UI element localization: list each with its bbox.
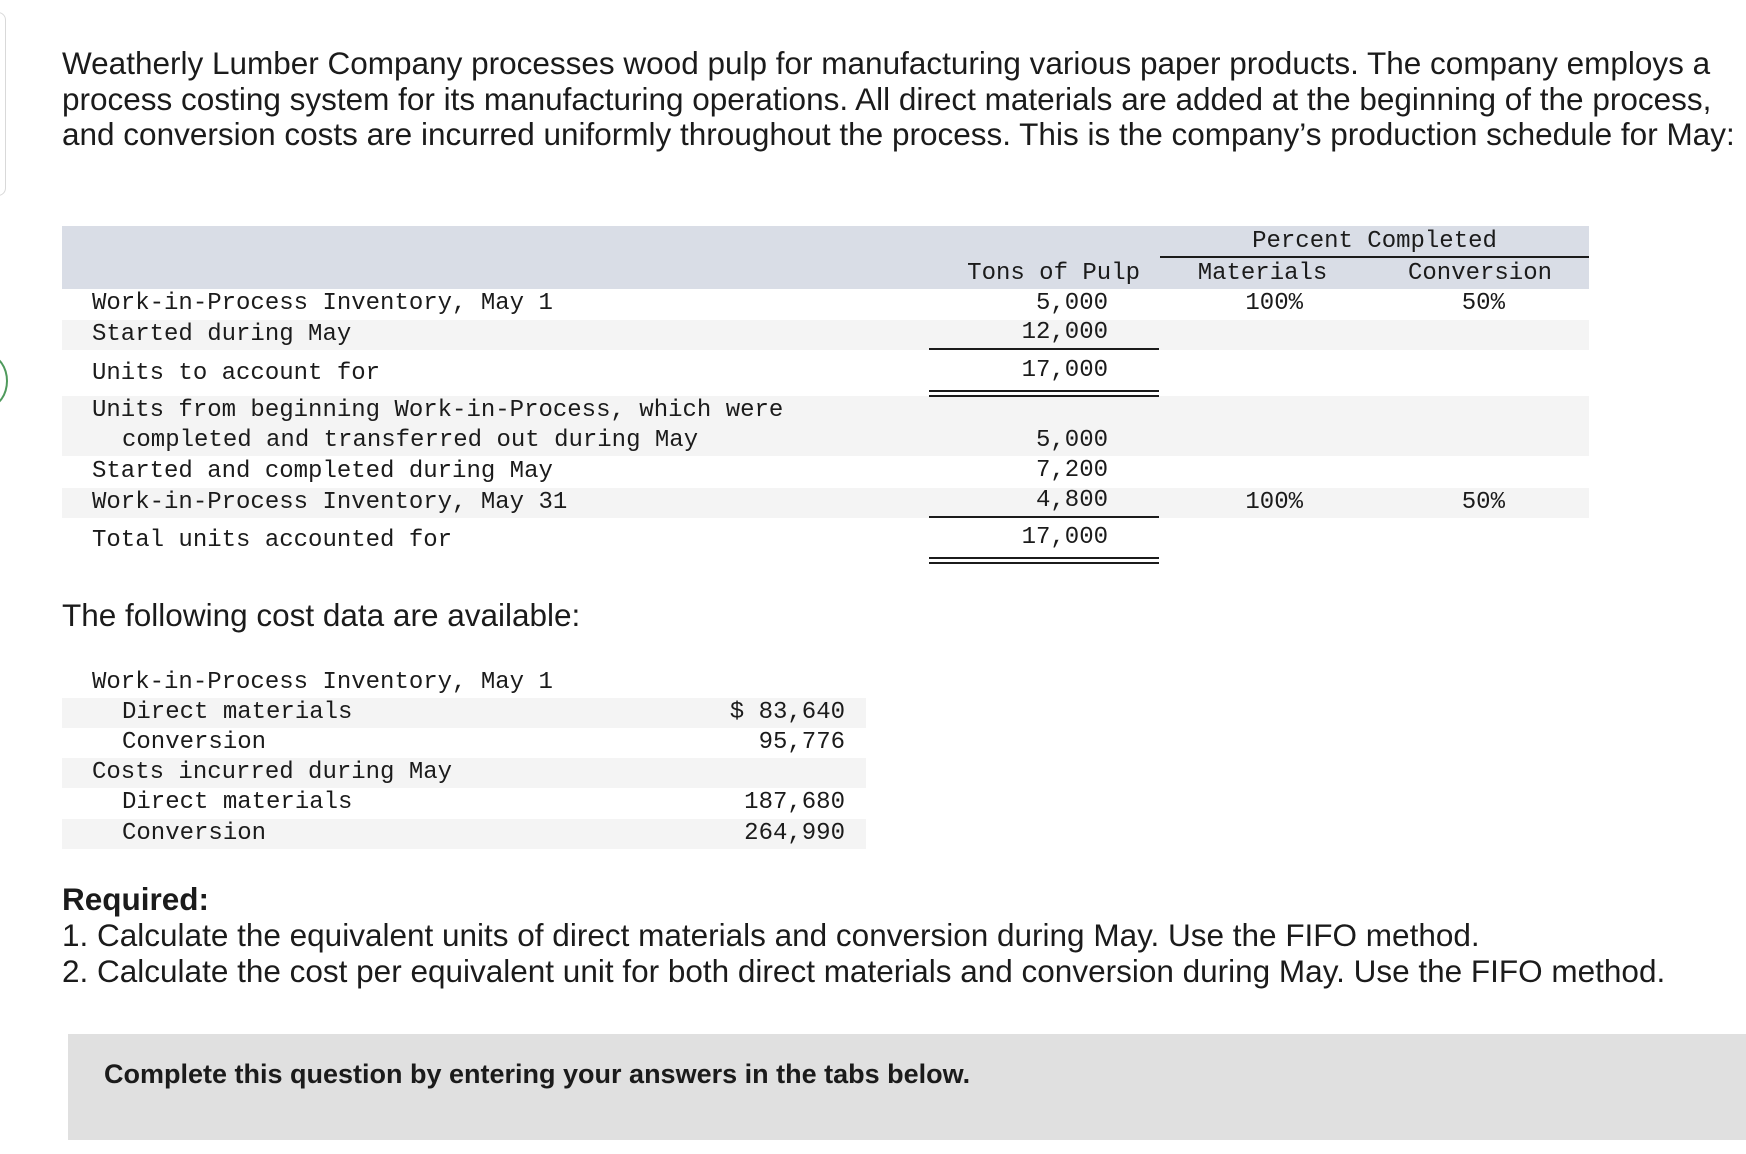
schedule-row-tons: 17,000 [1021,357,1108,384]
schedule-row-tons: 12,000 [1021,319,1108,346]
cost-row-label: Direct materials [122,699,353,726]
cost-row-label: Direct materials [122,789,353,816]
schedule-row-tons: 7,200 [1035,457,1108,484]
schedule-row-materials: 100% [1245,489,1303,516]
total-double-rule [929,557,1159,564]
cost-row-label: Conversion [122,820,267,847]
schedule-row-label-cont: completed and transferred out during May [122,427,699,454]
required-item-1: 1. Calculate the equivalent units of direct materials and conversion during May. Use the FIFO method. [62,917,1480,953]
header-conversion: Conversion [1407,260,1553,287]
cost-data-intro: The following cost data are available: [62,597,581,633]
schedule-row-materials: 100% [1245,290,1303,317]
cost-row-label: Work-in-Process Inventory, May 1 [92,669,553,696]
left-panel-edge [0,12,6,196]
schedule-row-conversion: 50% [1461,290,1505,317]
schedule-row-label: Units from beginning Work-in-Process, which were [92,397,784,424]
subtotal-rule [929,516,1159,518]
total-double-rule [929,390,1159,397]
left-nav-control[interactable] [0,355,8,407]
schedule-row-tons: 5,000 [1035,427,1108,454]
cost-row-label: Conversion [122,729,267,756]
required-item-2: 2. Calculate the cost per equivalent unit for both direct materials and conversion during May. Use the FIFO method. [62,953,1666,989]
cost-row-value: $ 83,640 [729,699,845,726]
schedule-row-label: Units to account for [92,360,381,387]
problem-intro: Weatherly Lumber Company processes wood pulp for manufacturing various paper products. The company employs a process costing system for its manufacturing operations. All direct materials are added at the beginning of the process, and conversion costs are incurred uniformly throughout the process. This is the company’s production schedule for May: [62,45,1735,152]
header-materials: Materials [1197,260,1328,287]
header-percent-completed: Percent Completed [1252,228,1497,255]
instruction-text: Complete this question by entering your answers in the tabs below. [104,1059,971,1089]
header-tons: Tons of Pulp [967,260,1140,287]
cost-row-value: 95,776 [758,729,845,756]
schedule-row-tons: 5,000 [1035,290,1108,317]
required-section [62,881,1665,989]
instruction-panel [68,1034,1746,1140]
schedule-row-tons: 4,800 [1035,487,1108,514]
required-title: Required: [62,881,210,917]
subtotal-rule [929,348,1159,350]
schedule-row-label: Total units accounted for [92,527,453,554]
header-rule [1160,256,1589,258]
schedule-row-tons: 17,000 [1021,524,1108,551]
cost-row-label: Costs incurred during May [92,759,453,786]
schedule-row-label: Started during May [92,321,352,348]
cost-row-value: 187,680 [744,789,845,816]
schedule-row-conversion: 50% [1461,489,1505,516]
schedule-row-label: Work-in-Process Inventory, May 31 [92,489,568,516]
cost-row-value: 264,990 [744,820,845,847]
schedule-row-label: Work-in-Process Inventory, May 1 [92,290,553,317]
schedule-row-label: Started and completed during May [92,458,553,485]
